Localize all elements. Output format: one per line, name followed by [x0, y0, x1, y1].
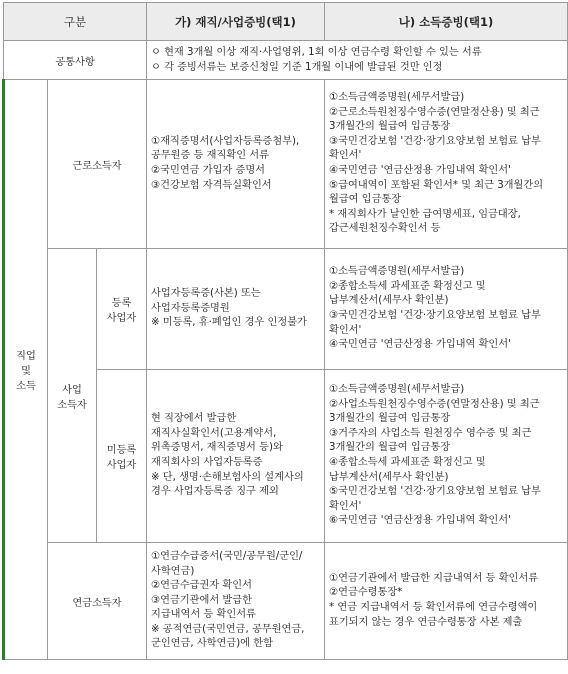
pension-employment-proof: ①연금수급증서(국민/공무원/군인/ 사학연금) ②연금수급권자 확인서 ③연금기관에서 발급한 지급내역서 등 확인서류 ※ 공적연금(국민연금, 공무원연금, 군인연금, 사학연금)에 한함	[147, 543, 325, 660]
pension-earner-row	[4, 543, 568, 660]
wage-earner-employment-proof: ①재직증명서(사업자등록증첨부), 공무원증 등 재직확인 서류 ②국민연금 가입자 증명서 ③건강보험 자격득실확인서	[147, 80, 325, 249]
pension-earner-label: 연금소득자	[48, 543, 147, 660]
unregistered-business-label: 미등록 사업자	[97, 370, 147, 543]
header-row	[4, 3, 568, 41]
wage-earner-row	[4, 80, 568, 249]
business-income-label: 사업 소득자	[48, 249, 97, 543]
proof-documents-table	[2, 2, 568, 660]
unregistered-employment-proof: 현 직장에서 발급한 재직사실확인서(고용계약서, 위촉증명서, 재직증명서 등)와 재직회사의 사업자등록증 ※ 단, 생명·손해보험사의 설계사의 경우 사업자등록증 징구 제외	[147, 370, 325, 543]
header-income-proof: 나) 소득증빙(택1)	[325, 3, 568, 41]
common-note: ㅇ 각 증빙서류는 보증신청일 기준 1개월 이내에 발급된 것만 인정	[151, 62, 443, 73]
common-notes	[147, 41, 568, 80]
unregistered-income-proof: ①소득금액증명원(세무서발급) ②사업소득원천징수영수증(연말정산용) 및 최근 3개월간의 월급여 입금통장 ③거주자의 사업소득 원천징수 영수증 및 최근 3개월간의 월급여 입금통장 ④종합소득세 과세표준 확정신고 및 납부계산서(세무사 확인분) ⑤국민건강보험 '건강·장기요양보험 보험료 납부 확인서' ⑥국민연금 '연금산정용 가입내역 확인서'	[325, 370, 568, 543]
common-note: ㅇ 현재 3개월 이상 재직·사업영위, 1회 이상 연금수령 확인할 수 있는 서류	[151, 47, 482, 58]
common-row	[4, 41, 568, 80]
job-and-income-label: 직업 및 소득	[4, 80, 48, 660]
header-category: 구분	[4, 3, 147, 41]
wage-earner-label: 근로소득자	[48, 80, 147, 249]
wage-earner-income-proof: ①소득금액증명원(세무서발급) ②근로소득원천징수영수증(연말정산용) 및 최근 3개월간의 월급여 입금통장 ③국민건강보험 '건강·장기요양보험 보험료 납부 확인서' ④국민연금 '연금산정용 가입내역 확인서' ⑤급여내역이 포함된 확인서* 및 최근 3개월간의 월급여 입금통장 * 재직회사가 날인한 급여명세표, 임금대장, 갑근세원천징수확인서 등	[325, 80, 568, 249]
pension-income-proof: ①연금기관에서 발급한 지급내역서 등 확인서류 ②연금수령통장* * 연금 지급내역서 등 확인서류에 연금수령액이 표기되지 않는 경우 연금수령통장 사본 제출	[325, 543, 568, 660]
header-employment-proof: 가) 재직/사업증빙(택1)	[147, 3, 325, 41]
registered-business-label: 등록 사업자	[97, 249, 147, 370]
registered-income-proof: ①소득금액증명원(세무서발급) ②종합소득세 과세표준 확정신고 및 납부계산서(세무사 확인분) ③국민건강보험 '건강·장기요양보험 보험료 납부 확인서' ④국민연금 '연금산정용 가입내역 확인서'	[325, 249, 568, 370]
registered-employment-proof: 사업자등록증(사본) 또는 사업자등록증명원 ※ 미등록, 휴·폐업인 경우 인정불가	[147, 249, 325, 370]
common-label: 공통사항	[4, 41, 147, 80]
registered-business-row	[4, 249, 568, 370]
